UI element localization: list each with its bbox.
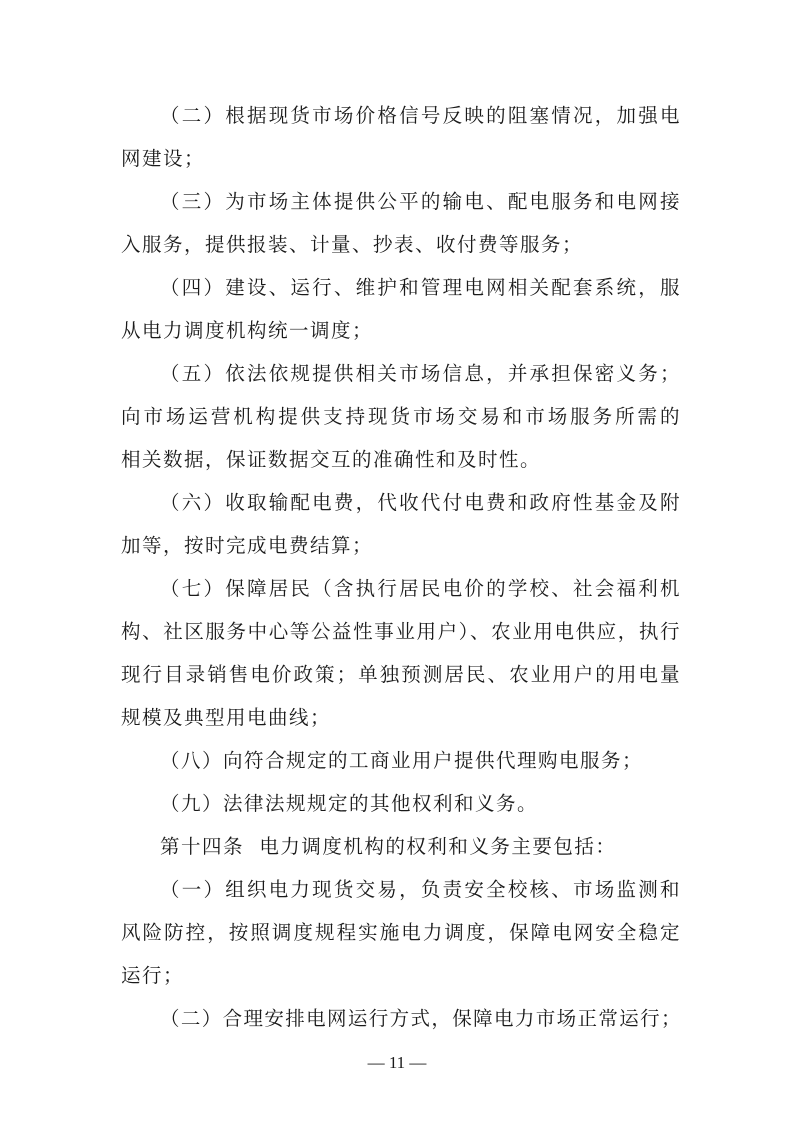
paragraph-line: （四）建设、运行、维护和管理电网相关配套系统，服 <box>160 276 681 299</box>
paragraph-line: 规模及典型用电曲线； <box>121 706 332 729</box>
paragraph-line: 风险防控，按照调度规程实施电力调度，保障电网安全稳定 <box>121 921 681 944</box>
paragraph-line: （七）保障居民（含执行居民电价的学校、社会福利机 <box>160 577 681 600</box>
paragraph-line: （一）组织电力现货交易，负责安全校核、市场监测和 <box>160 878 681 901</box>
article-heading-line: 第十四条 电力调度机构的权利和义务主要包括： <box>160 835 617 858</box>
paragraph-line: 加等，按时完成电费结算； <box>121 534 374 557</box>
paragraph-line: （二）合理安排电网运行方式，保障电力市场正常运行； <box>160 1007 681 1030</box>
paragraph-line: （八）向符合规定的工商业用户提供代理购电服务； <box>160 749 644 772</box>
paragraph-line: （五）依法依规提供相关市场信息，并承担保密义务； <box>160 362 681 385</box>
paragraph-line: 向市场运营机构提供支持现货市场交易和市场服务所需的 <box>121 405 681 428</box>
paragraph-line: （九）法律法规规定的其他权利和义务。 <box>160 792 539 815</box>
paragraph-line: 构、社区服务中心等公益性事业用户）、农业用电供应，执行 <box>121 620 681 643</box>
paragraph-line: （二）根据现货市场价格信号反映的阻塞情况，加强电 <box>160 104 681 127</box>
paragraph-line: 现行目录销售电价政策；单独预测居民、农业用户的用电量 <box>121 663 681 686</box>
paragraph-line: 从电力调度机构统一调度； <box>121 319 374 342</box>
paragraph-line: （三）为市场主体提供公平的输电、配电服务和电网接 <box>160 190 681 213</box>
paragraph-line: （六）收取输配电费，代收代付电费和政府性基金及附 <box>160 491 681 514</box>
paragraph-line: 运行； <box>121 964 185 987</box>
paragraph-line: 网建设； <box>121 147 206 170</box>
page-number: — 11 — <box>367 1053 427 1072</box>
paragraph-line: 入服务，提供报装、计量、抄表、收付费等服务； <box>121 233 584 256</box>
paragraph-line: 相关数据，保证数据交互的准确性和及时性。 <box>121 448 542 471</box>
